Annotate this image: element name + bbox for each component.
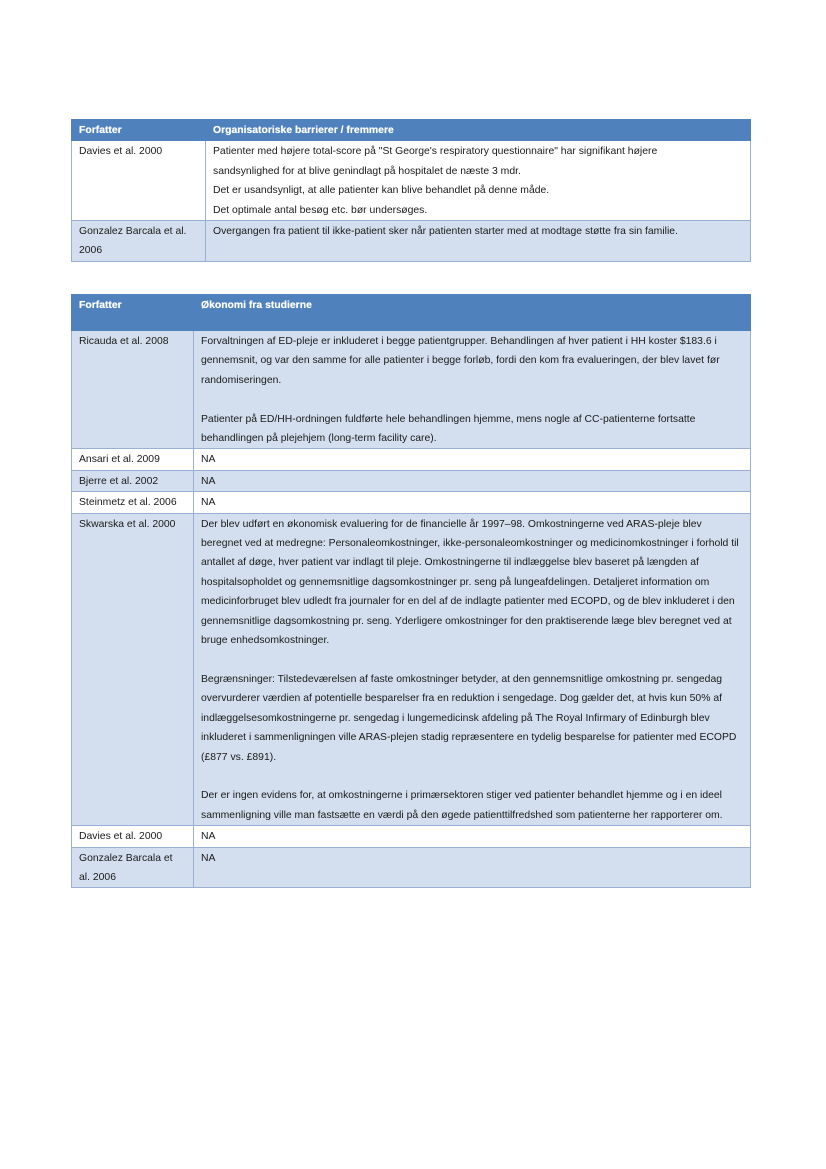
table-row [72,492,751,513]
table-row [72,513,751,825]
na-cell: NA [194,449,751,470]
na-cell: NA [194,826,751,847]
content-cell [194,513,751,825]
author-cell: Bjerre et al. 2002 [72,470,194,491]
header-barriers: Organisatoriske barrierer / fremmere [206,120,751,141]
table-row [72,449,751,470]
content-cell [194,331,751,449]
author-cell: Gonzalez Barcala et al. 2006 [72,847,194,888]
text-line: Det optimale antal besøg etc. bør undersøges. [213,204,428,216]
header-author: Forfatter [72,295,194,331]
economics-table [71,294,751,888]
author-cell: Steinmetz et al. 2006 [72,492,194,513]
header-economics: Økonomi fra studierne [194,295,751,331]
organisational-barriers-table [71,119,751,262]
table-row [72,847,751,888]
text-line: Patienter med højere total-score på "St George's respiratory questionnaire" har signifikant højere [213,146,658,158]
content-cell [206,221,751,262]
author-cell: Ricauda et al. 2008 [72,331,194,449]
paragraph: Forvaltningen af ED-pleje er inkluderet i begge patientgrupper. Behandlingen af hver patient i HH koster $183.6 i gennemsnit, og var den samme for alle patienter i begge forløb, fordi den kom fra evalueringen, der blev lavet før randomiseringen. [201,336,720,386]
content-cell [206,141,751,221]
table-row [72,826,751,847]
author-cell: Davies et al. 2000 [72,826,194,847]
text-line: Det er usandsynligt, at alle patienter kan blive behandlet på denne måde. [213,185,550,197]
table-row [72,221,751,262]
paragraph: Patienter på ED/HH-ordningen fuldførte hele behandlingen hjemme, mens nogle af CC-patienterne fortsatte behandlingen på plejehjem (long-term facility care). [201,413,696,445]
na-cell: NA [194,847,751,888]
table-header-row [72,120,751,141]
author-cell: Gonzalez Barcala et al. 2006 [72,221,206,262]
na-cell: NA [194,470,751,491]
text-line: Overgangen fra patient til ikke-patient sker når patienten starter med at modtage støtte fra sin familie. [213,226,678,238]
na-cell: NA [194,492,751,513]
table-row [72,470,751,491]
table-row [72,141,751,221]
table-header-row [72,295,751,331]
paragraph: Der blev udført en økonomisk evaluering for de financielle år 1997–98. Omkostningerne ved ARAS-pleje blev beregnet ved at medregne: Personaleomkostninger, ikke-personaleomkostninger og medicinomkostninger i forhold til antallet af døge, hver patient var indlagt til pleje. Omkostningerne til indlæggelse blev baseret på længden af hospitalsopholdet og gennemsnitlige dagsomkostninger pr. seng på lungeafdelingen. Detaljeret information om medicinforbruget blev udledt fra journaler for en del af de indlagte patienter med ECOPD, og de blev inkluderet i den gennemsnitlige dagsomkostning pr. seng. Yderligere omkostninger for den praktiserende læge blev beregnet ved at bruge enhedsomkostninger. [201,518,739,647]
table-row [72,331,751,449]
paragraph: Begrænsninger: Tilstedeværelsen af faste omkostninger betyder, at den gennemsnitlige omkostning pr. sengedag overvurderer værdien af potentielle besparelser fra en reduktion i sengedage. Dog gælder det, at hvis kun 50% af indlæggelsesomkostningerne pr. sengedag i lungemedicinsk afdeling på The Royal Infirmary of Edinburgh blev inkluderet i sammenligningen ville ARAS-plejen stadig repræsentere en tydelig besparelse for patienter med ECOPD (£877 vs. £891). [201,673,737,763]
paragraph: Der er ingen evidens for, at omkostningerne i primærsektoren stiger ved patienter behandlet hjemme og i en ideel sammenligning ville man fastsætte en værdi på den øgede patienttilfredshed som patienterne her rapporterer om. [201,790,723,821]
text-line: sandsynlighed for at blive genindlagt på hospitalet de næste 3 mdr. [213,165,521,177]
header-author: Forfatter [72,120,206,141]
author-cell: Ansari et al. 2009 [72,449,194,470]
author-cell: Davies et al. 2000 [72,141,206,221]
author-cell: Skwarska et al. 2000 [72,513,194,825]
